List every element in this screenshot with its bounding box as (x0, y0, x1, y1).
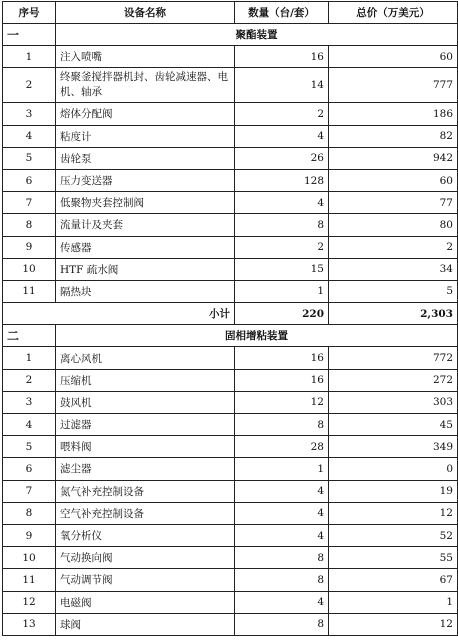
subtotal-qty: 220 (235, 303, 329, 325)
cell-price: 777 (329, 68, 458, 103)
cell-seq: 5 (3, 147, 56, 169)
cell-price: 60 (329, 169, 458, 191)
table-row (3, 347, 458, 369)
table-row (3, 236, 458, 258)
cell-name: 气动调节阀 (56, 569, 235, 591)
header-name: 设备名称 (56, 2, 235, 24)
section-title: 聚酯装置 (56, 24, 458, 46)
table-row (3, 280, 458, 302)
table-row (3, 68, 458, 103)
header-qty: 数量（台/套） (235, 2, 329, 24)
table-row (3, 436, 458, 458)
section-row (3, 325, 458, 347)
cell-qty: 16 (235, 347, 329, 369)
cell-price: 0 (329, 458, 458, 480)
cell-name: 过滤器 (56, 414, 235, 436)
cell-seq: 10 (3, 258, 56, 280)
cell-name: 齿轮泵 (56, 147, 235, 169)
cell-price: 80 (329, 214, 458, 236)
cell-seq: 13 (3, 613, 56, 635)
section-row (3, 24, 458, 46)
cell-qty: 4 (235, 591, 329, 613)
cell-name: 氧分析仪 (56, 524, 235, 546)
cell-qty: 2 (235, 236, 329, 258)
cell-qty: 4 (235, 524, 329, 546)
cell-seq: 1 (3, 46, 56, 68)
table-row (3, 391, 458, 413)
table-row (3, 502, 458, 524)
table-row (3, 258, 458, 280)
cell-seq: 7 (3, 192, 56, 214)
cell-price: 67 (329, 569, 458, 591)
cell-qty: 8 (235, 613, 329, 635)
cell-price: 186 (329, 103, 458, 125)
cell-qty: 1 (235, 458, 329, 480)
cell-name: 鼓风机 (56, 391, 235, 413)
cell-name: 压缩机 (56, 369, 235, 391)
cell-seq: 3 (3, 391, 56, 413)
cell-seq: 5 (3, 436, 56, 458)
cell-name: 传感器 (56, 236, 235, 258)
cell-name: 注入喷嘴 (56, 46, 235, 68)
table-row (3, 524, 458, 546)
cell-qty: 1 (235, 280, 329, 302)
table-row (3, 547, 458, 569)
cell-qty: 15 (235, 258, 329, 280)
cell-qty: 12 (235, 391, 329, 413)
cell-name: 隔热块 (56, 280, 235, 302)
cell-qty: 4 (235, 192, 329, 214)
section-number: 二 (3, 325, 56, 347)
cell-name: 低聚物夹套控制阀 (56, 192, 235, 214)
cell-price: 2 (329, 236, 458, 258)
table-row (3, 369, 458, 391)
cell-name: 空气补充控制设备 (56, 502, 235, 524)
table-row (3, 169, 458, 191)
cell-seq: 2 (3, 68, 56, 103)
cell-seq: 3 (3, 103, 56, 125)
cell-seq: 4 (3, 414, 56, 436)
table-row (3, 458, 458, 480)
cell-seq: 8 (3, 502, 56, 524)
cell-qty: 8 (235, 414, 329, 436)
cell-name: 熔体分配阀 (56, 103, 235, 125)
cell-price: 12 (329, 502, 458, 524)
cell-price: 272 (329, 369, 458, 391)
cell-price: 82 (329, 125, 458, 147)
cell-qty: 28 (235, 436, 329, 458)
cell-price: 5 (329, 280, 458, 302)
cell-qty: 16 (235, 369, 329, 391)
cell-qty: 128 (235, 169, 329, 191)
cell-qty: 2 (235, 103, 329, 125)
cell-qty: 14 (235, 68, 329, 103)
header-seq: 序号 (3, 2, 56, 24)
header-row (3, 2, 458, 24)
cell-seq: 4 (3, 125, 56, 147)
table-body (3, 24, 458, 636)
header-price: 总价（万美元） (329, 2, 458, 24)
equipment-table-container (2, 1, 458, 636)
table-row (3, 613, 458, 635)
cell-seq: 10 (3, 547, 56, 569)
subtotal-label: 小计 (3, 303, 235, 325)
cell-price: 55 (329, 547, 458, 569)
cell-seq: 9 (3, 524, 56, 546)
table-row (3, 414, 458, 436)
cell-seq: 11 (3, 280, 56, 302)
cell-price: 12 (329, 613, 458, 635)
cell-qty: 8 (235, 569, 329, 591)
cell-name: 球阀 (56, 613, 235, 635)
table-row (3, 46, 458, 68)
table-row (3, 147, 458, 169)
cell-seq: 9 (3, 236, 56, 258)
table-row (3, 103, 458, 125)
cell-name: 粘度计 (56, 125, 235, 147)
cell-name: 电磁阀 (56, 591, 235, 613)
cell-price: 34 (329, 258, 458, 280)
cell-seq: 12 (3, 591, 56, 613)
cell-seq: 1 (3, 347, 56, 369)
table-row (3, 214, 458, 236)
equipment-table (2, 1, 458, 636)
table-row (3, 480, 458, 502)
cell-price: 60 (329, 46, 458, 68)
cell-name: 滤尘器 (56, 458, 235, 480)
cell-seq: 8 (3, 214, 56, 236)
cell-price: 942 (329, 147, 458, 169)
cell-name: 压力变送器 (56, 169, 235, 191)
cell-seq: 11 (3, 569, 56, 591)
subtotal-row (3, 303, 458, 325)
cell-qty: 26 (235, 147, 329, 169)
table-row (3, 192, 458, 214)
cell-price: 772 (329, 347, 458, 369)
table-row (3, 125, 458, 147)
cell-qty: 8 (235, 547, 329, 569)
cell-price: 52 (329, 524, 458, 546)
cell-name: 流量计及夹套 (56, 214, 235, 236)
table-row (3, 569, 458, 591)
cell-price: 45 (329, 414, 458, 436)
cell-price: 303 (329, 391, 458, 413)
cell-price: 1 (329, 591, 458, 613)
section-title: 固相增粘装置 (56, 325, 458, 347)
cell-name: HTF 疏水阀 (56, 258, 235, 280)
cell-seq: 2 (3, 369, 56, 391)
cell-name: 气动换向阀 (56, 547, 235, 569)
cell-qty: 4 (235, 125, 329, 147)
cell-name: 终聚釜搅拌器机封、齿轮减速器、电机、轴承 (56, 68, 235, 103)
subtotal-price: 2,303 (329, 303, 458, 325)
cell-qty: 16 (235, 46, 329, 68)
cell-seq: 7 (3, 480, 56, 502)
cell-price: 349 (329, 436, 458, 458)
cell-seq: 6 (3, 458, 56, 480)
cell-price: 19 (329, 480, 458, 502)
cell-qty: 4 (235, 480, 329, 502)
cell-qty: 4 (235, 502, 329, 524)
table-row (3, 591, 458, 613)
cell-seq: 6 (3, 169, 56, 191)
section-number: 一 (3, 24, 56, 46)
cell-qty: 8 (235, 214, 329, 236)
cell-name: 氮气补充控制设备 (56, 480, 235, 502)
cell-name: 喂料阀 (56, 436, 235, 458)
cell-price: 77 (329, 192, 458, 214)
cell-name: 离心风机 (56, 347, 235, 369)
